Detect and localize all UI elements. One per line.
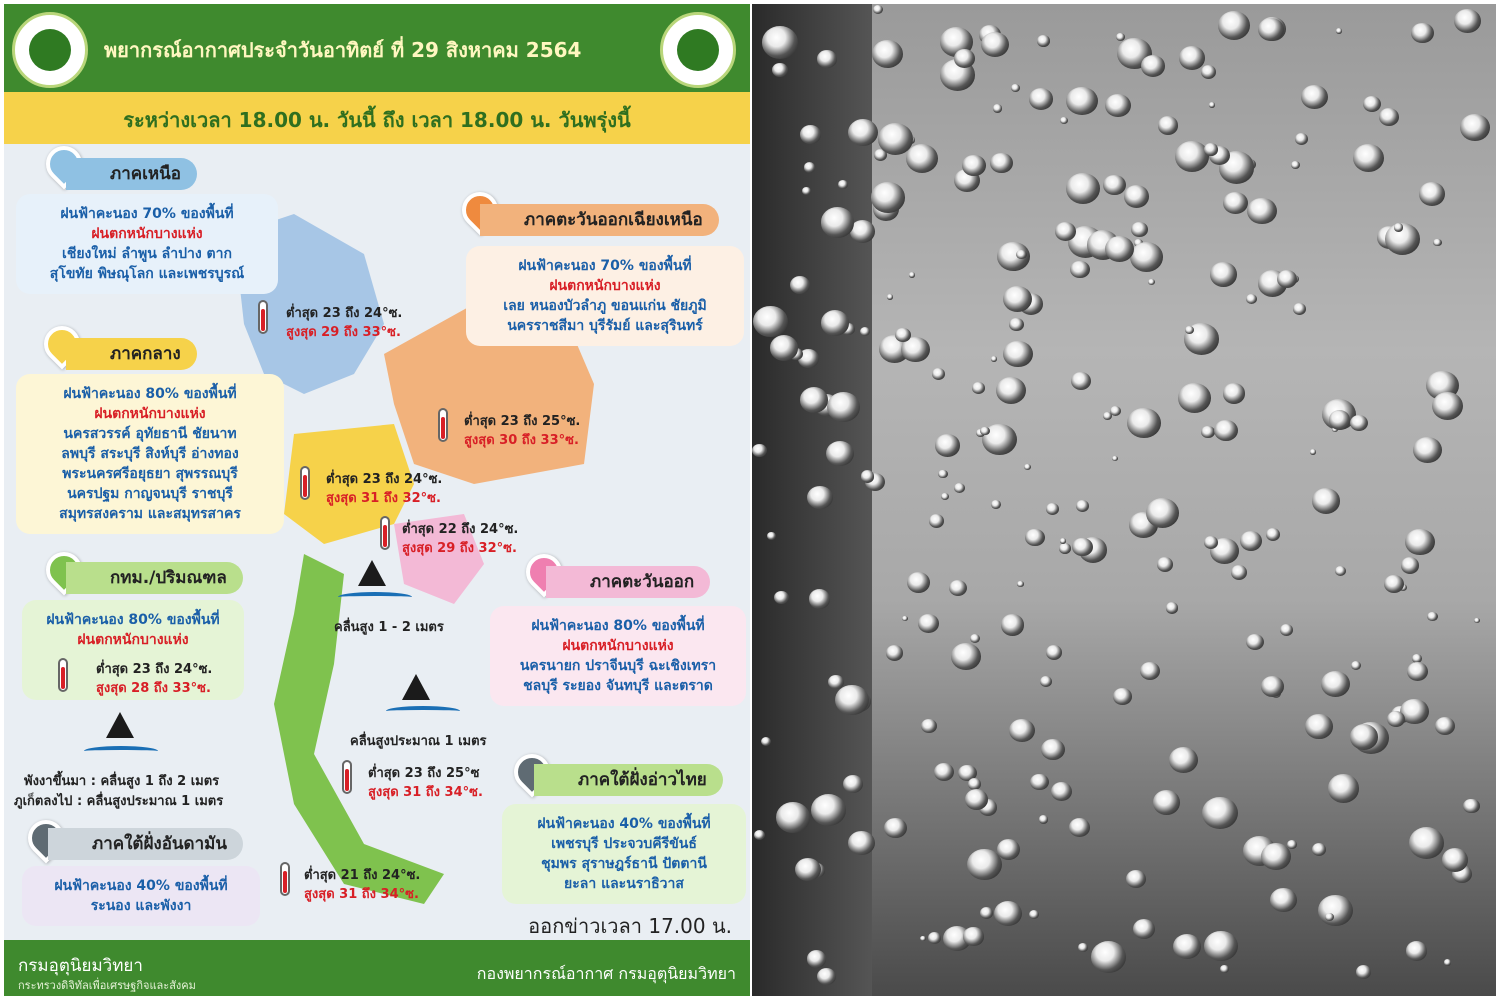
raindrop [1411,23,1434,44]
raindrop [1295,133,1308,145]
raindrop [1405,529,1435,556]
raindrop [962,155,985,176]
raindrop [1133,919,1155,939]
raindrop [1069,818,1090,837]
raindrop [1214,420,1237,441]
raindrop [754,830,765,840]
raindrop [1029,910,1039,919]
raindrop [848,119,878,146]
raindrop [1105,94,1131,117]
raindrop [1202,797,1238,829]
raindrop [965,789,988,810]
footer-division: กองพยากรณ์อากาศ กรมอุตุนิยมวิทยา [476,964,736,983]
raindrop [1384,575,1404,593]
raindrop [1157,557,1173,571]
raindrop [1356,965,1371,979]
raindrop [1025,529,1044,546]
raindrop [1046,645,1063,660]
raindrop [1113,688,1131,705]
raindrop [951,643,981,670]
raindrop [1076,500,1089,512]
raindrop [1110,406,1121,416]
raindrop [838,180,848,189]
thermometer-icon [438,408,448,442]
raindrop [981,32,1009,57]
page-subtitle: ระหว่างเวลา 18.00 น. วันนี้ ถึง เวลา 18.00 น. วันพรุ่งนี้ [123,108,631,132]
raindrop [1336,28,1342,34]
raindrop [1001,614,1025,635]
raindrop [1329,410,1350,429]
raindrop [1409,827,1444,859]
raindrop [1071,372,1091,390]
raindrop [1401,557,1420,574]
raindrop [1413,437,1442,463]
raindrop [993,104,1002,112]
raindrop [1173,934,1201,959]
raindrop [1003,341,1032,367]
temp-bangkok: ต่ำสุด 23 ถึง 24°ซ. สูงสุด 28 ถึง 33°ซ. [96,662,213,696]
wave-andaman-south: ภูเก็ตลงไป : คลื่นสูงประมาณ 1 เมตร [14,794,224,809]
raindrop [802,187,810,195]
raindrop [991,500,1001,509]
raindrop [1442,848,1468,872]
raindrop [1460,114,1490,141]
raindrop [1204,143,1218,155]
raindrop [1310,449,1316,455]
region-tag-northeast: ภาคตะวันออกเฉียงเหนือ [480,204,719,236]
raindrop [938,470,948,479]
raindrop [817,968,836,985]
raindrop [1231,565,1248,580]
raindrop [753,306,787,337]
raindrop [980,907,993,919]
raindrop [835,685,868,715]
raindrop [918,614,939,633]
region-card-south-gulf: ฝนฟ้าคะนอง 40% ของพื้นที่ เพชรบุรี ประจวบคีรีขันธ์ ชุมพร สุราษฎร์ธานี ปัตตานี ยะลา และนราธิวาส [502,804,746,904]
raindrop [1350,415,1368,431]
raindrop [1419,182,1445,206]
raindrop [1351,661,1361,670]
raindrop [1030,774,1048,791]
raindrop [1060,117,1068,124]
boat-icon [106,712,134,738]
boat-icon [402,674,430,700]
region-tag-central: ภาคกลาง [66,338,197,370]
raindrop [861,470,874,482]
raindrop [935,434,960,456]
raindrop [1126,870,1146,888]
thermometer-icon [258,300,268,334]
raindrop [1387,711,1405,727]
raindrop [827,392,860,422]
raindrop [1474,618,1480,624]
raindrop [1130,242,1163,272]
region-tag-east: ภาคตะวันออก [546,566,710,598]
raindrop [1017,581,1023,587]
raindrop [1040,676,1052,687]
raindrop [1009,719,1035,743]
raindrop [800,387,829,413]
region-tag-north: ภาคเหนือ [66,158,197,190]
raindrop [1379,108,1399,126]
raindrop [1178,383,1211,413]
raindrop [1218,11,1250,40]
raindrop [1204,931,1238,962]
raindrop [1166,602,1179,614]
raindrop [1209,102,1215,107]
region-tag-south-gulf: ภาคใต้ฝั่งอ่าวไทย [534,764,723,796]
region-card-south-andaman: ฝนฟ้าคะนอง 40% ของพื้นที่ ระนอง และพังงา [22,866,260,926]
raindrop [1169,747,1198,773]
raindrop [1353,144,1384,172]
rain-on-window-photo [752,4,1496,996]
raindrop [878,123,913,155]
raindrop [934,763,954,781]
raindrop [1444,959,1452,966]
raindrop [1210,262,1238,287]
raindrop [826,441,854,466]
raindrop [817,50,837,68]
weather-forecast-poster [4,4,750,996]
raindrop [1112,456,1118,461]
raindrop [1363,96,1381,112]
raindrop [1270,888,1296,912]
raindrop [1141,55,1165,77]
raindrop [1293,303,1306,315]
region-card-east: ฝนฟ้าคะนอง 80% ของพื้นที่ ฝนตกหนักบางแห่ง นครนายก ปราจีนบุรี ฉะเชิงเทรา ชลบุรี ระยอง จันทบุรี และตราด [490,606,746,706]
raindrop [1435,717,1455,735]
thermometer-icon [280,862,290,896]
raindrop [1407,662,1428,681]
raindrop [1105,236,1134,262]
region-tag-south-andaman: ภาคใต้ฝั่งอันดามัน [48,828,243,860]
raindrop [1220,965,1229,973]
issued-time: ออกข่าวเวลา 17.00 น. [528,914,732,938]
raindrop [887,294,894,300]
boat-icon [358,560,386,586]
raindrop [762,26,798,58]
raindrop [941,493,949,500]
raindrop [886,645,904,661]
raindrop [807,486,833,509]
raindrop [909,272,916,278]
raindrop [1394,223,1403,231]
raindrop [821,310,850,336]
raindrop [954,49,975,68]
raindrop [811,794,846,826]
raindrop [980,427,990,436]
page-title: พยากรณ์อากาศประจำวันอาทิตย์ ที่ 29 สิงหาคม 2564 [104,38,582,62]
raindrop [1003,286,1032,312]
raindrop [1266,528,1281,541]
raindrop [921,719,937,734]
raindrop [1280,624,1293,636]
raindrop [967,849,1001,880]
raindrop [1148,279,1155,285]
raindrop [920,936,926,941]
raindrop [1046,503,1060,515]
raindrop [800,125,820,143]
raindrop [1291,161,1300,169]
temp-east: ต่ำสุด 22 ถึง 24°ซ. สูงสุด 29 ถึง 32°ซ. [402,522,519,556]
raindrop [1335,566,1346,576]
raindrop [1350,724,1379,750]
raindrop [1261,843,1291,870]
raindrop [1427,612,1438,622]
raindrop [1041,739,1065,761]
raindrop [767,532,775,540]
raindrop [1433,239,1441,247]
raindrop [990,153,1012,173]
raindrop [1432,392,1463,420]
raindrop [954,483,965,493]
footer-org: กรมอุตุนิยมวิทยา [18,956,143,976]
raindrop [1301,85,1328,109]
raindrop [872,40,903,68]
raindrop [804,162,815,172]
raindrop [1312,843,1326,856]
thermometer-icon [342,760,352,794]
temp-northeast: ต่ำสุด 23 ถึง 25°ซ. สูงสุด 30 ถึง 33°ซ. [464,414,581,448]
raindrop [968,778,981,790]
wave-icon [338,592,412,602]
raindrop [752,444,767,457]
raindrop [1277,270,1297,288]
raindrop [1140,662,1160,680]
raindrop [972,382,985,394]
temp-north: ต่ำสุด 23 ถึง 24°ซ. สูงสุด 29 ถึง 33°ซ. [286,306,403,340]
raindrop [884,818,907,839]
wave-andaman-north: พังงาขึ้นมา : คลื่นสูง 1 ถึง 2 เมตร [24,774,220,789]
footer-ministry: กระทรวงดิจิทัลเพื่อเศรษฐกิจและสังคม [18,979,196,992]
raindrop [1179,46,1206,70]
raindrop [1070,261,1090,279]
raindrop [1463,799,1479,814]
raindrop [1223,192,1248,215]
raindrop [1201,426,1215,438]
raindrop [1091,941,1127,973]
raindrop [1024,464,1032,471]
raindrop [821,207,855,237]
raindrop [1066,87,1098,116]
raindrop [795,858,821,882]
raindrop [1321,671,1350,697]
raindrop [1009,318,1023,331]
raindrop [1146,498,1179,528]
raindrop [1454,9,1481,33]
raindrop [1016,250,1026,259]
wave-icon [386,706,460,716]
raindrop [1328,774,1359,802]
wave-upper-gulf: คลื่นสูง 1 - 2 เมตร [334,620,444,635]
raindrop [1312,488,1341,514]
temp-south-gulf: ต่ำสุด 23 ถึง 25°ซ สูงสุด 31 ถึง 34°ซ. [368,766,483,800]
raindrop [1059,543,1071,554]
raindrop [994,901,1022,926]
raindrop [1287,840,1297,849]
raindrop [907,572,930,593]
temp-central: ต่ำสุด 23 ถึง 24°ซ. สูงสุด 31 ถึง 32°ซ. [326,472,443,506]
raindrop [1124,185,1150,208]
raindrop [1201,65,1216,79]
thermometer-icon [58,658,68,692]
raindrop [1127,408,1160,438]
wave-icon [84,746,158,756]
raindrop [1240,531,1262,551]
raindrop [1051,782,1072,801]
raindrop [1066,173,1101,204]
raindrop [963,927,983,945]
raindrop [809,589,830,608]
ministry-logo [12,12,88,88]
raindrop [1158,116,1179,135]
temp-south-andaman: ต่ำสุด 21 ถึง 24°ซ. สูงสุด 31 ถึง 34°ซ. [304,868,421,902]
raindrop [1246,294,1257,304]
region-card-bangkok: ฝนฟ้าคะนอง 80% ของพื้นที่ ฝนตกหนักบางแห่ง [22,600,244,700]
raindrop [1131,222,1147,237]
raindrop [997,839,1020,860]
region-card-northeast: ฝนฟ้าคะนอง 70% ของพื้นที่ ฝนตกหนักบางแห่ง เลย หนองบัวลำภู ขอนแก่น ชัยภูมิ นครราชสีมา บุรีรัมย์ และสุรินทร์ [466,246,744,346]
raindrop [902,616,908,621]
raindrop [843,775,863,793]
raindrop [970,634,980,643]
raindrop [1305,714,1332,739]
raindrop [949,580,967,596]
raindrop [1060,538,1066,544]
map-south [274,554,444,904]
raindrop [1078,943,1088,952]
raindrop [1247,198,1276,224]
region-card-north: ฝนฟ้าคะนอง 70% ของพื้นที่ ฝนตกหนักบางแห่ง เชียงใหม่ ลำพูน ลำปาง ตาก สุโขทัย พิษณุโลก และเพชรบูรณ์ [16,194,278,294]
raindrop [807,950,826,967]
raindrop [1011,84,1020,92]
thermometer-icon [380,516,390,550]
raindrop [1037,35,1050,46]
raindrop [1406,941,1427,960]
raindrop [929,514,944,528]
raindrop [1116,33,1125,41]
raindrop [1246,634,1264,651]
region-card-central: ฝนฟ้าคะนอง 80% ของพื้นที่ ฝนตกหนักบางแห่ง นครสวรรค์ อุทัยธานี ชัยนาท ลพบุรี สระบุรี สิงห์บุรี อ่างทอง พระนครศรีอยุธยา สุพรรณบุรี นครปฐม กาญจนบุรี ราชบุรี สมุทรสงคราม และสมุทรสาคร [16,374,284,534]
raindrop [928,932,941,944]
raindrop [991,356,998,362]
raindrop [1261,676,1284,697]
wave-lower-gulf: คลื่นสูงประมาณ 1 เมตร [350,734,487,749]
raindrop [1223,383,1246,403]
raindrop [1153,790,1180,814]
region-tag-bangkok: กทม./ปริมณฑล [66,562,243,594]
raindrop [932,368,945,380]
raindrop [906,144,938,173]
raindrop [1039,815,1049,824]
raindrop [1318,895,1353,926]
raindrop [776,802,810,833]
raindrop [871,182,905,212]
raindrop [873,5,883,14]
raindrop [1103,175,1126,196]
raindrop [996,377,1026,404]
raindrop [848,831,875,855]
tmd-logo [660,12,736,88]
raindrop [1029,88,1053,110]
raindrop [1325,913,1334,921]
raindrop [774,591,789,605]
thermometer-icon [300,466,310,500]
